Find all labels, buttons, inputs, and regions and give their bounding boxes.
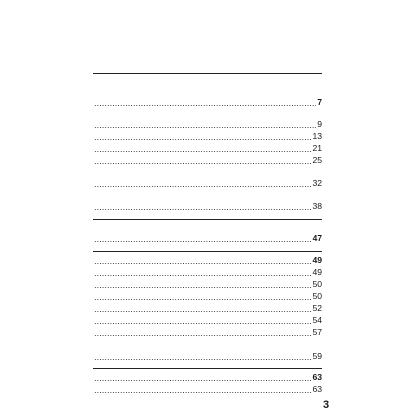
toc-page-number: 25 — [312, 155, 322, 165]
toc-entry[interactable] — [93, 131, 322, 142]
dot-leader — [94, 311, 311, 312]
dot-leader — [94, 151, 311, 152]
dot-leader — [94, 380, 311, 381]
toc-entry[interactable] — [93, 384, 322, 395]
toc-entry[interactable] — [93, 267, 322, 278]
dot-leader — [94, 127, 316, 128]
toc-entry-section-1[interactable] — [93, 97, 322, 108]
dot-leader — [94, 241, 312, 242]
toc-entry-line — [93, 190, 322, 201]
toc-page-number: 7 — [317, 97, 322, 107]
toc-page-number: 49 — [312, 267, 322, 277]
dot-leader — [94, 299, 311, 300]
dot-leader — [94, 186, 311, 187]
toc-entry[interactable] — [93, 155, 322, 166]
toc-page-number: 63 — [312, 372, 322, 382]
toc-page-number: 49 — [312, 255, 322, 265]
toc-entry-line — [93, 339, 322, 350]
toc-entry[interactable] — [93, 279, 322, 290]
section-divider — [93, 73, 322, 74]
section-heading-line — [93, 86, 322, 97]
toc-page-number: 32 — [312, 178, 322, 188]
page-folio: 3 — [323, 399, 330, 411]
section-divider — [93, 368, 322, 369]
toc-page-number: 54 — [312, 315, 322, 325]
dot-leader — [94, 263, 311, 264]
toc-entry[interactable] — [93, 178, 322, 189]
toc-page-number: 59 — [312, 351, 322, 361]
toc-entry[interactable] — [93, 327, 322, 338]
section-divider — [93, 251, 322, 252]
section-heading-line — [93, 222, 322, 233]
toc-page-number: 50 — [312, 279, 322, 289]
toc-entry[interactable] — [93, 119, 322, 130]
toc-entry[interactable] — [93, 143, 322, 154]
toc-entry[interactable] — [93, 351, 322, 362]
toc-page-number: 38 — [312, 201, 322, 211]
toc-page-number: 57 — [312, 327, 322, 337]
toc-page-number: 47 — [312, 233, 322, 243]
dot-leader — [94, 323, 311, 324]
dot-leader — [94, 275, 311, 276]
toc-entry-story-2[interactable] — [93, 372, 322, 383]
toc-page-number: 21 — [312, 143, 322, 153]
section-heading-line — [93, 75, 322, 86]
section-divider — [93, 219, 322, 220]
toc-page-number: 52 — [312, 303, 322, 313]
toc-entry[interactable] — [93, 315, 322, 326]
toc-entry-section-2[interactable] — [93, 233, 322, 244]
dot-leader — [94, 209, 311, 210]
dot-leader — [94, 105, 316, 106]
dot-leader — [94, 335, 311, 336]
toc-page-number: 9 — [317, 119, 322, 129]
dot-leader — [94, 287, 311, 288]
toc-entry[interactable] — [93, 291, 322, 302]
toc-entry[interactable] — [93, 303, 322, 314]
dot-leader — [94, 392, 311, 393]
dot-leader — [94, 163, 311, 164]
toc-page-number: 13 — [312, 131, 322, 141]
toc-entry-line — [93, 167, 322, 178]
toc-entry[interactable] — [93, 201, 322, 212]
toc-page-number: 63 — [312, 384, 322, 394]
toc-entry-story-1[interactable] — [93, 255, 322, 266]
toc-page-number: 50 — [312, 291, 322, 301]
dot-leader — [94, 359, 311, 360]
dot-leader — [94, 139, 311, 140]
